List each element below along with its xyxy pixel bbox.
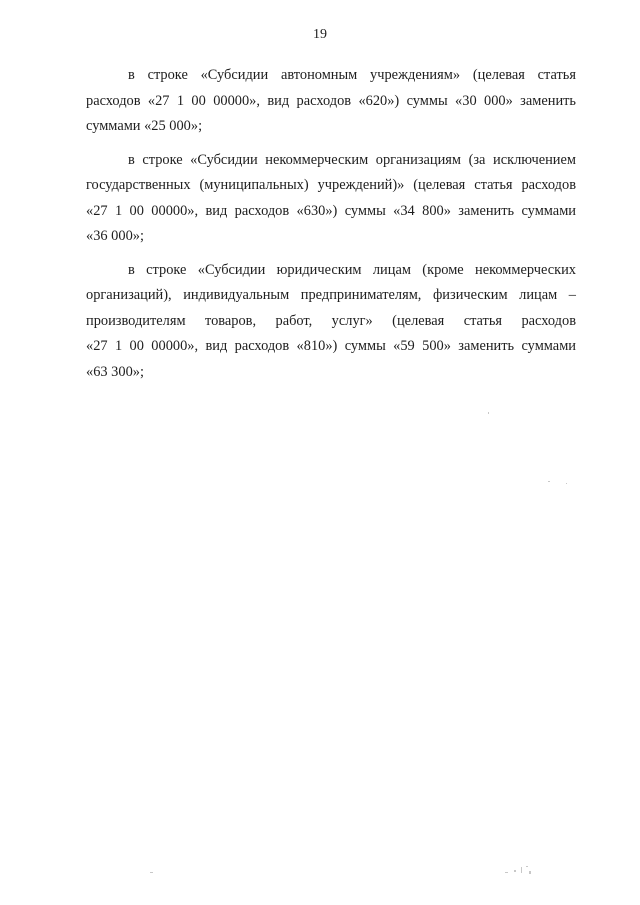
scan-speck [529, 871, 531, 874]
paragraph-spacer [86, 250, 576, 258]
paragraph-legal-entities [86, 258, 576, 386]
page-number: 19 [313, 27, 327, 42]
text-line: «27 1 00 00000», вид расходов «630») суммы «34 800» заменить суммами [86, 202, 576, 219]
text-line: «63 300»; [86, 363, 144, 380]
scan-speck [150, 872, 153, 873]
scan-speck [548, 481, 550, 482]
text-line: расходов «27 1 00 00000», вид расходов «620») суммы «30 000» заменить [86, 92, 576, 109]
scan-speck [526, 866, 528, 867]
text-line: «27 1 00 00000», вид расходов «810») суммы «59 500» заменить суммами [86, 338, 576, 354]
text-line: в строке «Субсидии юридическим лицам (кроме некоммерческих [128, 261, 576, 278]
paragraph-spacer [86, 140, 576, 148]
text-line: производителям товаров, работ, услуг» (целевая статья расходов [86, 312, 576, 329]
scan-speck [514, 870, 516, 872]
scan-speck [505, 872, 508, 873]
scan-speck [488, 412, 489, 414]
text-line: государственных (муниципальных) учреждений)» (целевая статья расходов [86, 177, 576, 193]
document-body [86, 63, 576, 385]
text-line: в строке «Субсидии некоммерческим организациям (за исключением [128, 151, 576, 168]
paragraph-non-commercial-organizations [86, 148, 576, 250]
paragraph-autonomous-institutions [86, 63, 576, 140]
text-line: организаций), индивидуальным предпринимателям, физическим лицам – [86, 287, 576, 303]
text-line: суммами «25 000»; [86, 118, 203, 134]
text-line: «36 000»; [86, 228, 144, 244]
text-line: в строке «Субсидии автономным учреждениям» (целевая статья [128, 67, 576, 83]
scan-speck [521, 867, 522, 873]
scan-speck [566, 483, 567, 484]
